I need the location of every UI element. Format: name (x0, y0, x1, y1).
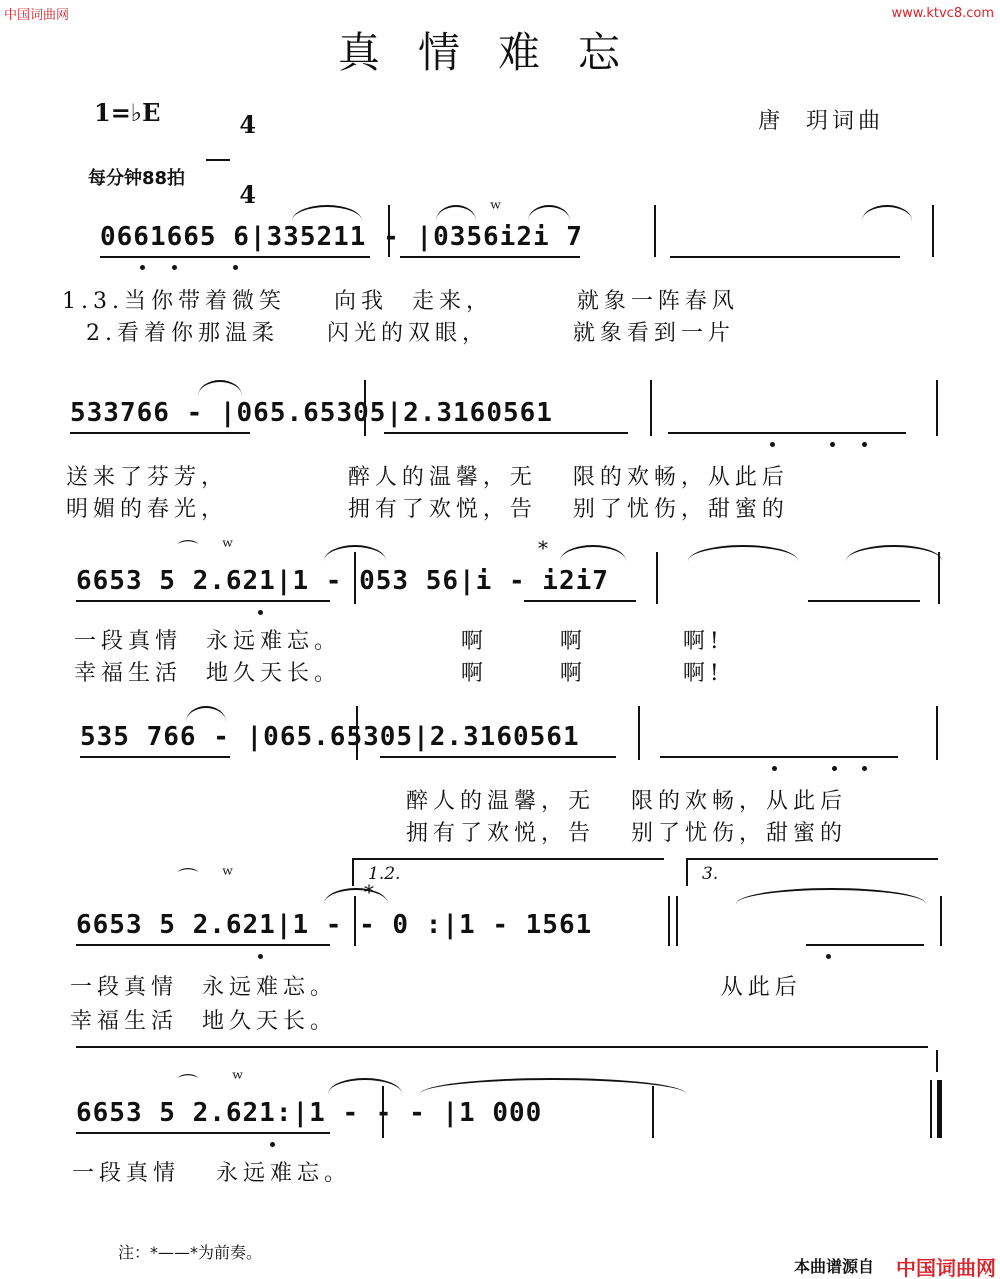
fermata-mark-2: ⌒ (178, 866, 198, 890)
lyrics-3-verse-1: 一段真情 永远难忘。 啊 啊 啊! (74, 629, 724, 654)
mordent-mark-3: ʷ (222, 862, 234, 886)
watermark-left: 中国词曲网 (4, 8, 70, 23)
time-signature (206, 92, 257, 228)
tempo-marking: 每分钟88拍 (88, 168, 186, 189)
mordent-mark-4: ʷ (232, 1066, 244, 1090)
fermata-mark-3: ⌒ (178, 1072, 198, 1096)
notes-line-6: 6653 5 2.621:|1 - - - |1 000 (76, 1098, 543, 1128)
lyrics-3-verse-2: 幸福生活 地久天长。 啊 啊 啊! (74, 661, 724, 686)
volta-1-2: 1.2. (368, 864, 401, 884)
fermata-mark: ⌒ (178, 538, 198, 562)
source-label: 本曲谱源自 (794, 1257, 875, 1276)
composer-credit: 唐 玥词曲 (758, 109, 884, 134)
lyrics-2-verse-1: 送来了芬芳， 醉人的温馨，无 限的欢畅，从此后 (66, 465, 789, 490)
lyrics-1-verse-1: 1.3.当你带着微笑 向我 走来， 就象一阵春风 (62, 289, 739, 314)
notes-line-5: 6653 5 2.621|1 - - 0 :|1 - 1561 (76, 910, 593, 940)
lyrics-2-verse-2: 明媚的春光， 拥有了欢悦，告 别了忧伤，甜蜜的 (66, 497, 789, 522)
lyrics-1-verse-2: 2.看着你那温柔 闪光的双眼， 就象看到一片 (62, 321, 735, 346)
song-title: 真情难忘 (338, 28, 659, 77)
notes-line-2: 533766 - |065.65305|2.3160561 (70, 398, 553, 428)
watermark-right: www.ktvc8.com (891, 6, 994, 21)
notes-line-4: 535 766 - |065.65305|2.3160561 (80, 722, 580, 752)
time-signature-bottom: 4 (239, 180, 257, 209)
notes-line-3: 6653 5 2.621|1 - 053 56|i - i2i7 (76, 566, 609, 596)
lyrics-5-verse-1: 一段真情 永远难忘。 从此后 (70, 975, 802, 1000)
intro-asterisk-start: * (538, 536, 548, 560)
intro-asterisk-end: * (364, 880, 374, 904)
notes-line-1: 0661665 6|335211 - |0356i2i 7 (100, 222, 583, 252)
lyrics-5-verse-2: 幸福生活 地久天长。 (70, 1009, 337, 1034)
time-signature-top: 4 (239, 110, 257, 139)
lyrics-4-verse-1: 醉人的温馨，无 限的欢畅，从此后 (406, 789, 847, 814)
key-signature: 1=♭E (94, 98, 161, 127)
source-site: 中国词曲网 (896, 1256, 996, 1279)
lyrics-4-verse-2: 拥有了欢悦，告 别了忧伤，甜蜜的 (406, 821, 847, 846)
mordent-mark-2: ʷ (222, 534, 234, 558)
lyrics-6-verse-1: 一段真情 永远难忘。 (72, 1161, 351, 1186)
mordent-mark-1: ʷ (490, 196, 502, 220)
footnote: 注：*——*为前奏。 (118, 1243, 263, 1262)
volta-3: 3. (702, 864, 719, 884)
